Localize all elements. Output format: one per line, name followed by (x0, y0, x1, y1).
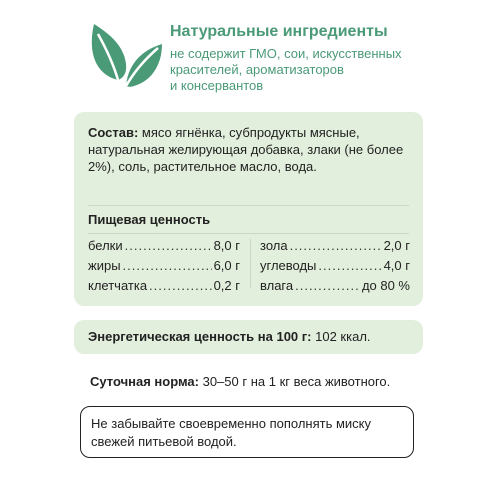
energy-text (88, 329, 371, 344)
nutrition-title: Пищевая ценность (88, 212, 211, 227)
nutrient-name: зола (260, 238, 288, 253)
nutrition-left-column (88, 236, 240, 296)
nutrient-value: 0,2 г (213, 278, 240, 293)
nutrient-value: 4,0 г (383, 258, 410, 273)
nutrient-name: жиры (88, 258, 121, 273)
header-subtitle (170, 46, 490, 94)
nutrient-name: влага (260, 278, 294, 293)
nutrition-right-column (260, 236, 410, 296)
header-subtitle-line: не содержит ГМО, сои, искусственных (170, 46, 402, 61)
nutrient-value: 2,0 г (383, 238, 410, 253)
composition-text (88, 124, 413, 175)
dot-leader (125, 236, 212, 256)
dot-leader (149, 276, 212, 296)
nutrient-name: углеводы (260, 258, 317, 273)
divider (88, 205, 409, 206)
header-subtitle-line: красителей, ароматизаторов (170, 62, 344, 77)
water-reminder-box (80, 406, 414, 458)
nutrition-row (88, 256, 240, 276)
energy-label: Энергетическая ценность на 100 г: (88, 329, 312, 344)
leaves-icon (84, 12, 164, 96)
nutrition-row (260, 276, 410, 296)
daily-norm (90, 374, 390, 389)
dot-leader (318, 256, 381, 276)
header-subtitle-line: и консервантов (170, 78, 264, 93)
nutrient-name: клетчатка (88, 278, 148, 293)
dot-leader (295, 276, 360, 296)
composition-body: мясо ягнёнка, субпродукты мясные, натуральная желирующая добавка, злаки (не более 2%), соль, растительное масло, вода. (88, 125, 404, 174)
divider (88, 233, 409, 234)
water-reminder-text: Не забывайте своевременно пополнять миску свежей питьевой водой. (91, 416, 371, 449)
nutrient-value: до 80 % (361, 278, 410, 293)
energy-card (74, 320, 423, 354)
dot-leader (123, 256, 212, 276)
nutrition-row (88, 276, 240, 296)
nutrient-value: 6,0 г (213, 258, 240, 273)
composition-label: Состав: (88, 125, 139, 140)
nutrient-value: 8,0 г (213, 238, 240, 253)
nutrition-row (260, 256, 410, 276)
nutrient-name: белки (88, 238, 123, 253)
nutrition-row (260, 236, 410, 256)
column-divider (250, 239, 251, 288)
header-title: Натуральные ингредиенты (170, 23, 388, 40)
energy-value: 102 ккал. (311, 329, 371, 344)
daily-norm-label: Суточная норма: (90, 374, 199, 389)
nutrition-row (88, 236, 240, 256)
daily-norm-value: 30–50 г на 1 кг веса животного. (198, 374, 391, 389)
dot-leader (290, 236, 382, 256)
header (170, 22, 490, 94)
